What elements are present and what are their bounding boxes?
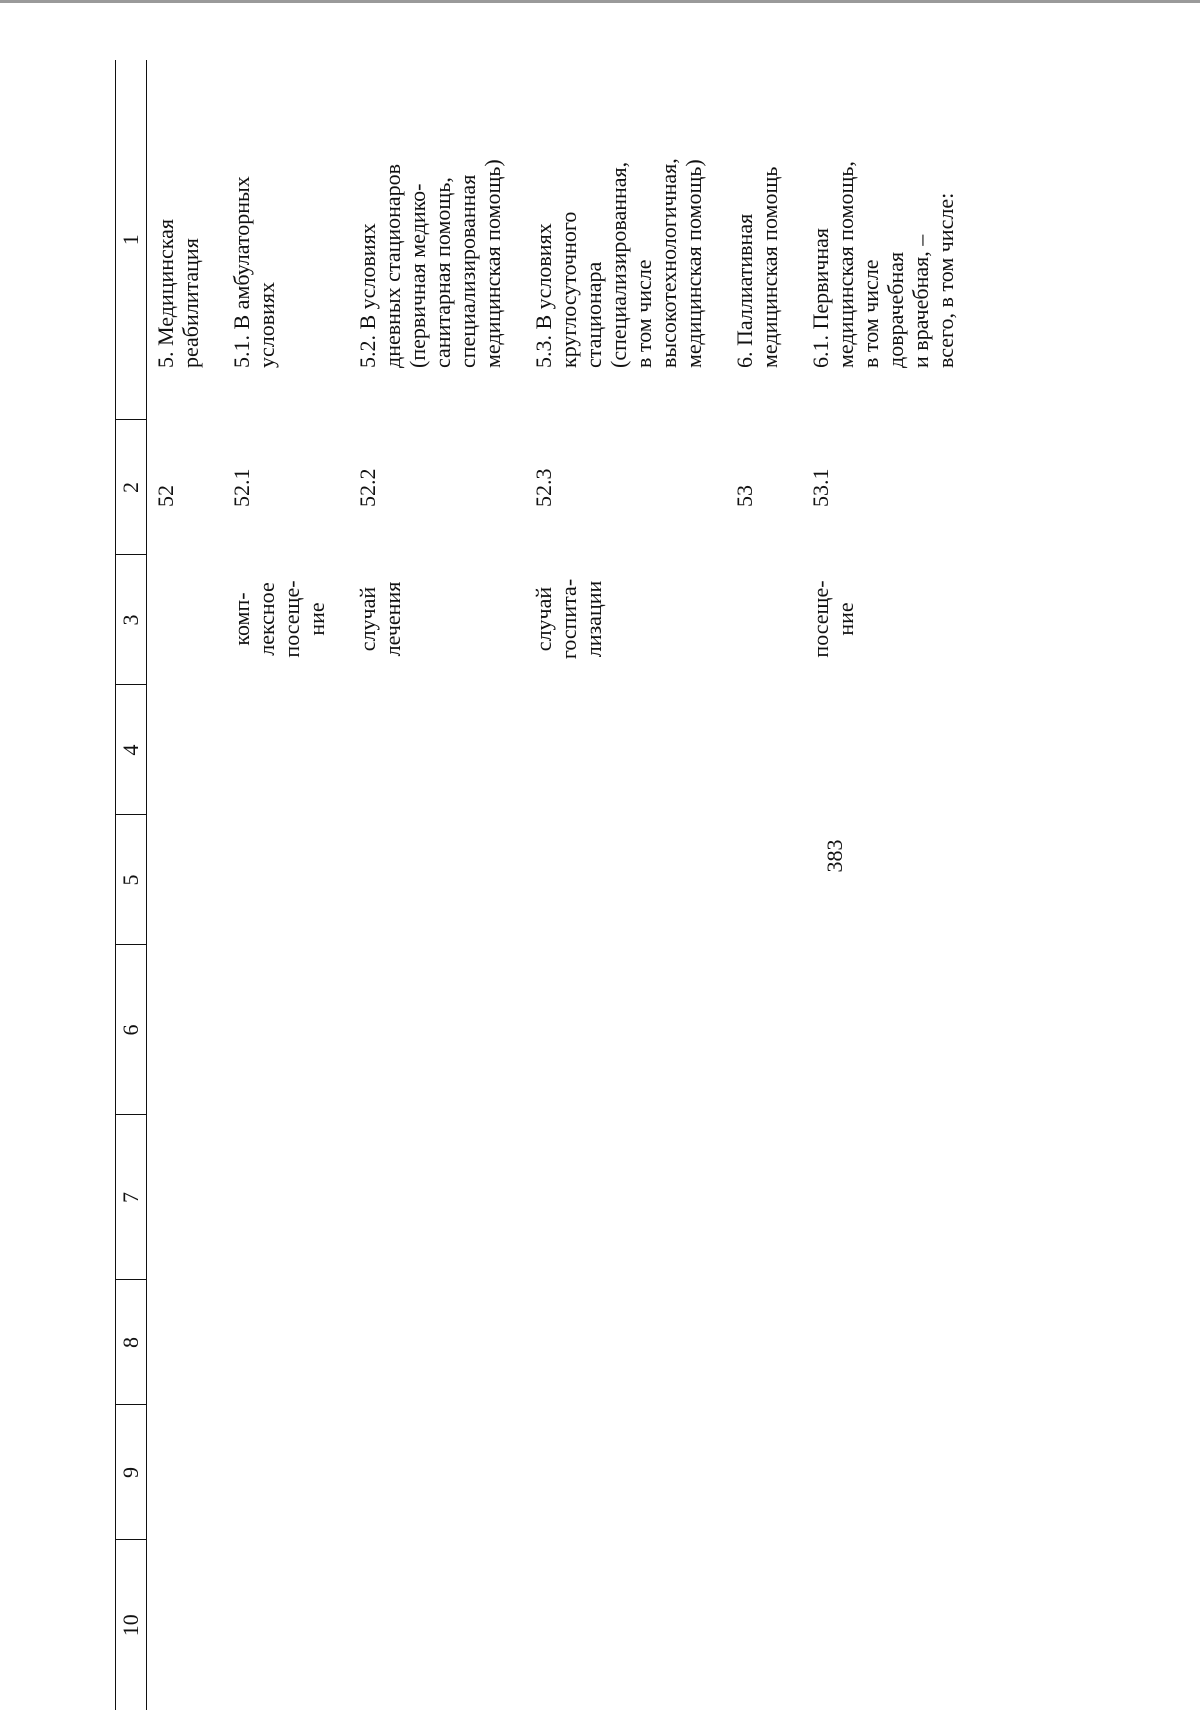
empty-cell-c5 xyxy=(525,945,726,1115)
empty-cell-c4 xyxy=(223,1115,349,1280)
cell-line: (первичная медико- xyxy=(405,183,430,368)
indicator-name-cell xyxy=(223,60,349,420)
row-number-cell: 52.2 xyxy=(355,468,380,507)
empty-cell-c4 xyxy=(726,1115,802,1280)
column-header-1: 1 xyxy=(116,60,147,420)
cell-line: круглосуточного xyxy=(556,211,581,368)
indicator-name-cell xyxy=(525,60,726,420)
table-row xyxy=(802,60,958,1710)
column-header-9: 9 xyxy=(116,1405,147,1540)
column-header-6: 6 xyxy=(116,945,147,1115)
cell-line: медицинская помощь, xyxy=(833,161,858,368)
cell-line: всего, в том числе: xyxy=(933,192,958,368)
column-header-7: 7 xyxy=(116,1115,147,1280)
cell-line: посеще- xyxy=(808,580,833,658)
unit-cell xyxy=(147,555,224,685)
empty-cell-c2 xyxy=(349,1405,525,1540)
cell-line: в том числе xyxy=(631,259,656,368)
table-row xyxy=(726,60,802,1710)
unit-cell xyxy=(349,555,525,685)
cell-line: медицинская помощь) xyxy=(480,159,505,368)
cell-line: и врачебная, – xyxy=(908,234,933,368)
empty-cell-c7 xyxy=(223,685,349,815)
row-number-cell: 52.1 xyxy=(229,468,254,507)
empty-cell-c7 xyxy=(525,685,726,815)
empty-cell-c3 xyxy=(223,1280,349,1405)
cell-line: случай xyxy=(355,586,380,652)
indicator-name-cell xyxy=(147,60,224,420)
indicator-name-cell xyxy=(802,60,958,420)
column-header-8: 8 xyxy=(116,1280,147,1405)
cell-line: реабилитация xyxy=(178,238,203,368)
column-header-2: 2 xyxy=(116,420,147,555)
indicator-name-cell xyxy=(726,60,802,420)
empty-cell-c6 xyxy=(223,815,349,945)
empty-cell-c6 xyxy=(349,815,525,945)
cell-line: ние xyxy=(833,602,858,636)
cell-line: 5.3. В условиях xyxy=(531,223,556,368)
empty-cell-c2 xyxy=(802,1405,958,1540)
empty-cell-c7 xyxy=(802,685,958,815)
data-table xyxy=(115,60,958,1710)
empty-cell-c5 xyxy=(726,945,802,1115)
empty-cell-c2 xyxy=(525,1405,726,1540)
empty-cell-c2 xyxy=(726,1405,802,1540)
column-header-4: 4 xyxy=(116,685,147,815)
empty-cell-c3 xyxy=(349,1280,525,1405)
empty-cell-c5 xyxy=(349,945,525,1115)
empty-cell-c3 xyxy=(726,1280,802,1405)
cell-line: 5. Медицинская xyxy=(153,218,178,368)
empty-cell-c4 xyxy=(802,1115,958,1280)
cell-line: 5.2. В условиях xyxy=(355,223,380,368)
table-row xyxy=(147,60,224,1710)
table-row xyxy=(349,60,525,1710)
empty-cell-c4 xyxy=(147,1115,224,1280)
column-header-5: 5 xyxy=(116,815,147,945)
empty-cell-c3 xyxy=(147,1280,224,1405)
empty-cell-c7 xyxy=(349,685,525,815)
empty-cell-c4 xyxy=(525,1115,726,1280)
cell-line: стационара xyxy=(581,261,606,368)
empty-cell-c1 xyxy=(726,1540,802,1710)
scan-top-edge xyxy=(0,0,1200,3)
empty-cell-c1 xyxy=(223,1540,349,1710)
cell-line: 6.1. Первичная xyxy=(808,227,833,368)
empty-cell-c5 xyxy=(223,945,349,1115)
unit-cell xyxy=(802,555,958,685)
cell-line: медицинская помощь) xyxy=(681,159,706,368)
row-number-cell: 53 xyxy=(732,485,757,507)
cell-line: посеще- xyxy=(279,580,304,658)
table-body xyxy=(147,60,959,1710)
header-row xyxy=(116,60,147,1710)
cell-line: условиях xyxy=(254,281,279,368)
cell-line: лизации xyxy=(581,580,606,658)
row-number-cell: 52 xyxy=(153,485,178,507)
empty-cell-c7 xyxy=(726,685,802,815)
table-row xyxy=(223,60,349,1710)
empty-cell-c5 xyxy=(802,945,958,1115)
empty-cell-c3 xyxy=(802,1280,958,1405)
cell-line: 6. Паллиативная xyxy=(732,213,757,368)
cell-line: в том числе xyxy=(858,259,883,368)
empty-cell-c1 xyxy=(147,1540,224,1710)
empty-cell-c7 xyxy=(147,685,224,815)
empty-cell-c5 xyxy=(147,945,224,1115)
rotated-table-container xyxy=(115,60,958,1710)
empty-cell-c3 xyxy=(525,1280,726,1405)
cell-line: случай xyxy=(531,586,556,652)
cell-line: высокотехнологичная, xyxy=(656,158,681,368)
cell-line: лечения xyxy=(380,581,405,657)
cell-line: ние xyxy=(304,602,329,636)
page-number: 383 xyxy=(822,839,847,873)
cell-line: госпита- xyxy=(556,578,581,660)
empty-cell-c6 xyxy=(726,815,802,945)
empty-cell-c6 xyxy=(525,815,726,945)
empty-cell-c6 xyxy=(147,815,224,945)
cell-line: дневных стационаров xyxy=(380,163,405,368)
empty-cell-c4 xyxy=(349,1115,525,1280)
cell-line: 5.1. В амбулаторных xyxy=(229,176,254,368)
empty-cell-c2 xyxy=(223,1405,349,1540)
cell-line: специализированная xyxy=(455,174,480,368)
unit-cell xyxy=(223,555,349,685)
cell-line: санитарная помощь, xyxy=(430,177,455,368)
cell-line: медицинская помощь xyxy=(757,166,782,368)
table-row xyxy=(525,60,726,1710)
unit-cell xyxy=(726,555,802,685)
empty-cell-c2 xyxy=(147,1405,224,1540)
cell-line: (специализированная, xyxy=(606,161,631,368)
indicator-name-cell xyxy=(349,60,525,420)
column-header-3: 3 xyxy=(116,555,147,685)
cell-line: доврачебная xyxy=(883,251,908,368)
empty-cell-c1 xyxy=(525,1540,726,1710)
empty-cell-c1 xyxy=(349,1540,525,1710)
row-number-cell: 53.1 xyxy=(808,468,833,507)
empty-cell-c1 xyxy=(802,1540,958,1710)
cell-line: лексное xyxy=(254,582,279,656)
column-header-10: 10 xyxy=(116,1540,147,1710)
row-number-cell: 52.3 xyxy=(531,468,556,507)
cell-line: комп- xyxy=(229,592,254,646)
empty-cell-c6 xyxy=(802,815,958,945)
unit-cell xyxy=(525,555,726,685)
